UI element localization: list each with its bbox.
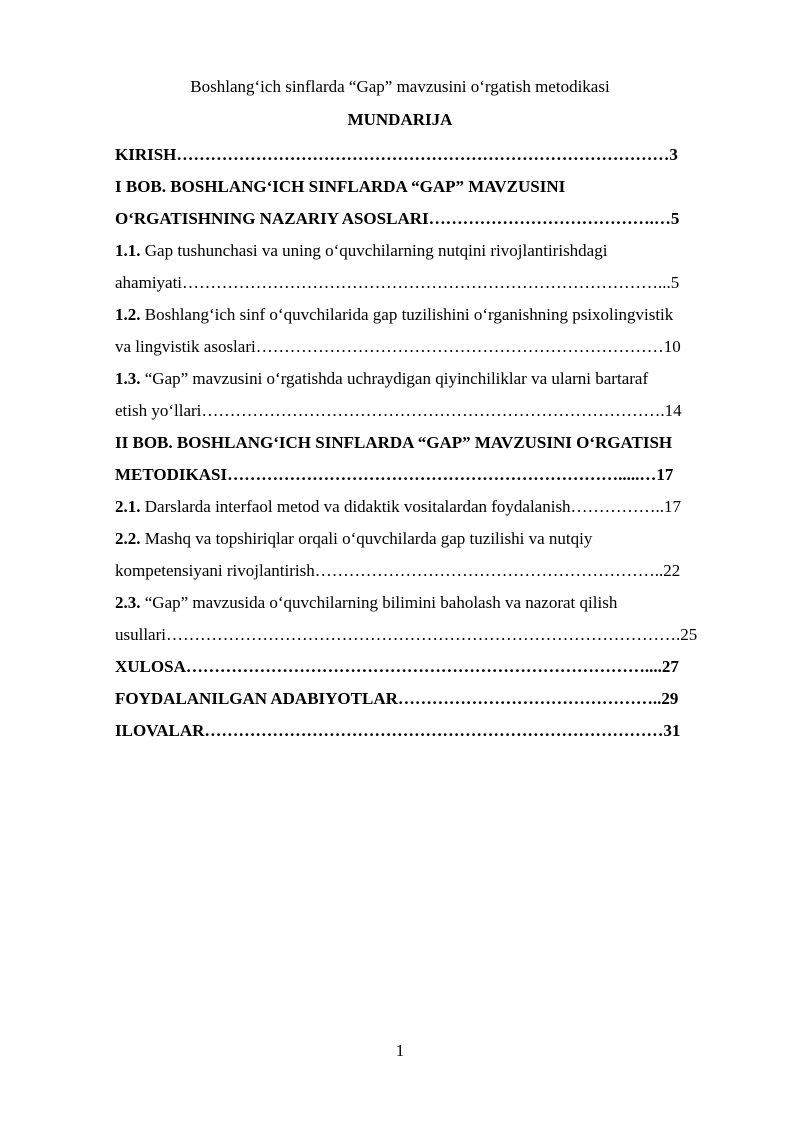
toc-line xyxy=(115,240,607,262)
toc-line xyxy=(115,208,679,230)
toc-line-text: FOYDALANILGAN ADABIYOTLAR………………………………………..29 xyxy=(115,689,679,708)
document-title: Boshlang‘ich sinflarda “Gap” mavzusini o‘rgatish metodikasi xyxy=(190,77,610,96)
toc-line-text: Boshlang‘ich sinf o‘quvchilarida gap tuzilishini o‘rganishning psixolingvistik xyxy=(140,305,674,324)
toc-line xyxy=(115,304,673,326)
toc-section-number: 2.2. xyxy=(115,529,141,548)
toc-line xyxy=(115,464,673,486)
toc-line-text: ILOVALAR………………………………………………………………………31 xyxy=(115,721,681,740)
toc-section-number: 1.2. xyxy=(115,305,141,324)
toc-section-number: 2.1. xyxy=(115,497,141,516)
toc-section-number: 2.3. xyxy=(115,593,141,612)
toc-line-text: Darslarda interfaol metod va didaktik vositalardan foydalanish……………..17 xyxy=(140,497,682,516)
toc-line xyxy=(115,432,672,454)
toc-line xyxy=(115,528,592,550)
toc-line xyxy=(115,688,678,710)
toc-line xyxy=(115,496,681,518)
toc-line-text: II BOB. BOSHLANG‘ICH SINFLARDA “GAP” MAVZUSINI O‘RGATISH xyxy=(115,433,673,452)
toc-line xyxy=(115,368,648,390)
toc-section-number: 1.1. xyxy=(115,241,141,260)
toc-line-text: ahamiyati…………………………………………………………………………...5 xyxy=(115,273,680,292)
toc-line-text: Gap tushunchasi va uning o‘quvchilarning nutqini rivojlantirishdagi xyxy=(140,241,608,260)
toc-line xyxy=(115,400,682,422)
toc-section-number: 1.3. xyxy=(115,369,141,388)
toc-line-text: usullari……………………………………………………………………………….25 xyxy=(115,625,698,644)
toc-line xyxy=(115,176,565,198)
toc-line-text: “Gap” mavzusida o‘quvchilarning bilimini baholash va nazorat qilish xyxy=(140,593,618,612)
toc-line xyxy=(115,656,679,678)
page-number: 1 xyxy=(395,1041,405,1060)
toc-line-text: va lingvistik asoslari………………………………………………………………10 xyxy=(115,337,681,356)
toc-heading: MUNDARIJA xyxy=(347,110,453,129)
toc-line-text: etish yo‘llari……………………………………………………………………….14 xyxy=(115,401,682,420)
toc-line xyxy=(115,624,697,646)
toc-line-text: “Gap” mavzusini o‘rgatishda uchraydigan qiyinchiliklar va ularni bartaraf xyxy=(140,369,649,388)
toc-line-text: I BOB. BOSHLANG‘ICH SINFLARDA “GAP” MAVZUSINI xyxy=(115,177,566,196)
toc-line xyxy=(115,144,678,166)
toc-line-text: METODIKASI…………………………………………………………….....…17 xyxy=(115,465,674,484)
toc-line-text: kompetensiyani rivojlantirish……………………………………………………..22 xyxy=(115,561,681,580)
toc-line-text: O‘RGATISHNING NAZARIY ASOSLARI………………………………….…5 xyxy=(115,209,680,228)
toc-line xyxy=(115,720,680,742)
toc-line-text: XULOSA………………………………………………………………………....27 xyxy=(115,657,679,676)
toc-line xyxy=(115,592,617,614)
toc-line xyxy=(115,560,680,582)
toc-line-text: KIRISH……………………………………………………………………………3 xyxy=(115,145,678,164)
toc-line-text: Mashq va topshiriqlar orqali o‘quvchilarda gap tuzilishi va nutqiy xyxy=(140,529,593,548)
toc-line xyxy=(115,336,681,358)
toc-line xyxy=(115,272,679,294)
